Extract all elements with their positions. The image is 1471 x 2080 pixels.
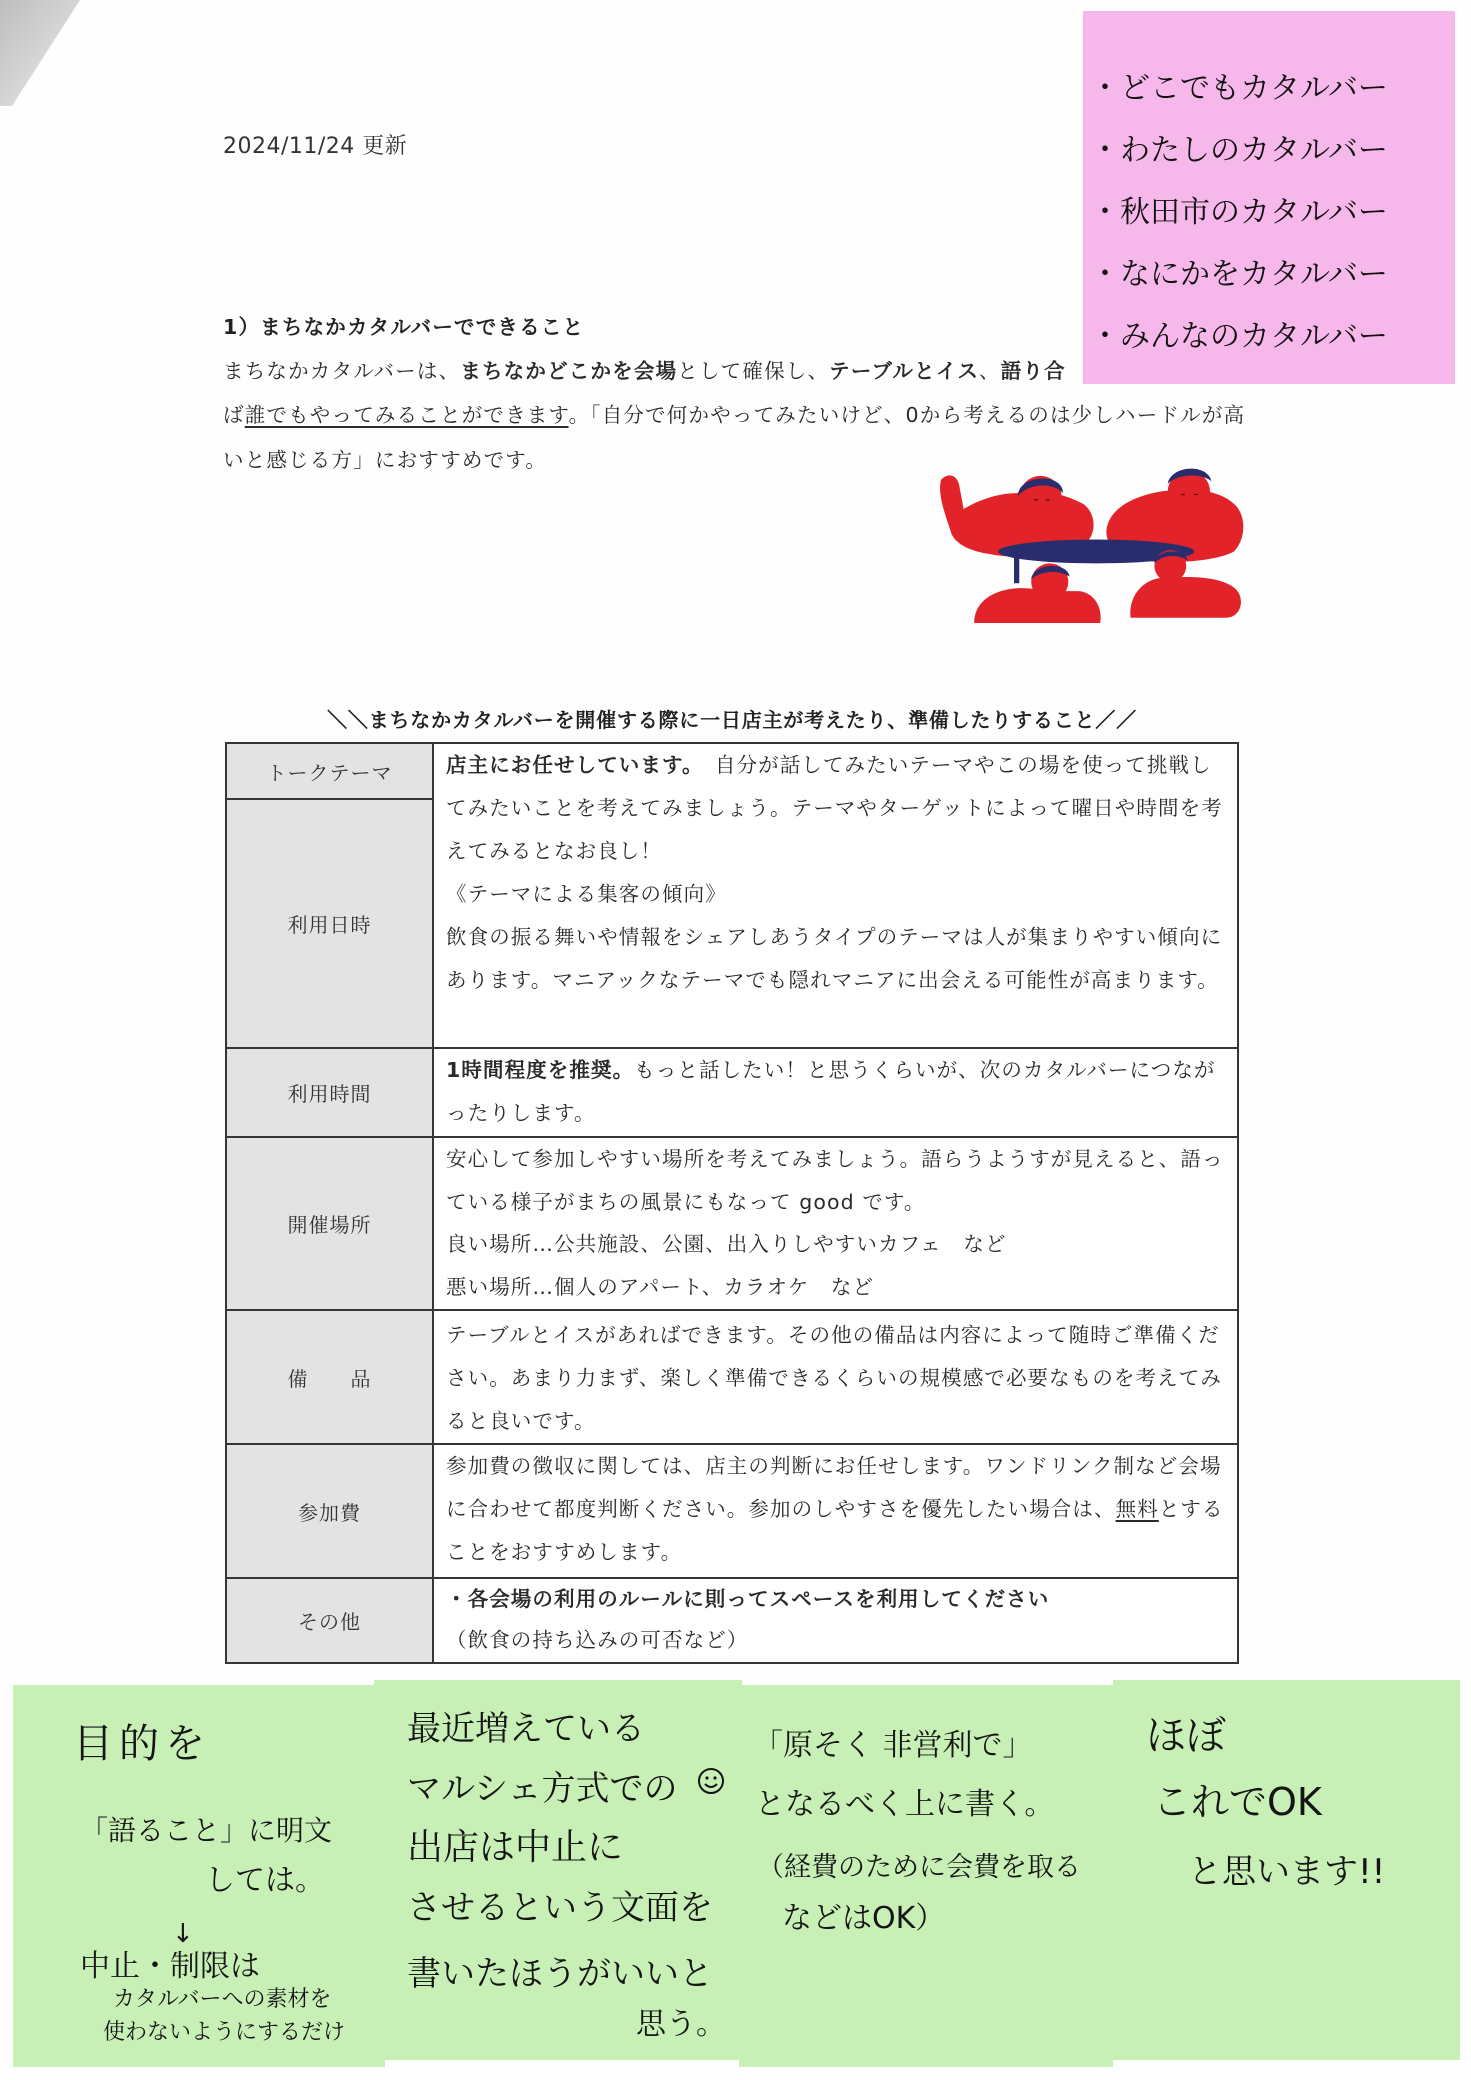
theme-text: 自分が話してみたいテーマやこの場を使って挑戦してみたいことを考えてみましょう。テーマやターゲットによって曜日や時間を考えてみるとなお良し！ <box>446 753 1223 863</box>
sticky-note-pink <box>1083 11 1455 384</box>
note-line: などはOK） <box>782 1901 946 1936</box>
note-line: ほぼ <box>1146 1713 1226 1759</box>
intro-line-3: いと感じる方」におすすめです。 <box>223 448 548 472</box>
sticky-note-green-3 <box>739 1685 1113 2067</box>
note-line: 書いたほうがいいと <box>407 1954 713 1994</box>
duration-paragraph <box>446 1049 1229 1135</box>
sticky-note-green-2 <box>374 1680 742 2060</box>
intro-line-2 <box>223 401 1245 429</box>
pink-note-line: ・なにかをカタルバー <box>1090 257 1388 292</box>
cell-equipment <box>434 1311 1237 1443</box>
intro-text: として確保し、 <box>677 359 830 383</box>
theme-lead: 店主にお任せしています。 <box>446 753 694 777</box>
cell-fee <box>434 1445 1237 1577</box>
label-usage-duration: 利用時間 <box>227 1049 432 1136</box>
label-talk-theme: トークテーマ <box>227 744 432 798</box>
pink-note-line: ・みんなのカタルバー <box>1090 319 1388 354</box>
intro-emphasis-venue: まちなかどこかを会場 <box>460 359 678 383</box>
fee-text-end: とすることをおすすめします。 <box>446 1497 1224 1564</box>
update-date: 2024/11/24 更新 <box>223 134 408 159</box>
note-line: させるという文面を <box>407 1888 713 1928</box>
note-line: 目的を <box>73 1721 211 1767</box>
info-table <box>225 742 1239 1664</box>
other-rule <box>446 1579 1229 1620</box>
cell-talk-theme <box>434 744 1237 1047</box>
pink-note-line: ・わたしのカタルバー <box>1090 133 1388 168</box>
seated-figure-front-left <box>974 563 1100 623</box>
label-equipment: 備 品 <box>227 1311 432 1443</box>
other-rule-text: ・各会場の利用のルールに則ってスペースを利用してください <box>446 1587 1050 1611</box>
fee-text: 参加費の徴収に関しては、店主の判断にお任せします。ワンドリンク制など会場に合わせて都度判断ください。参加のしやすさを優先したい場合は、 <box>446 1454 1222 1521</box>
pink-note-line: ・どこでもカタルバー <box>1090 71 1388 106</box>
note-line: 出店は中止に <box>407 1827 624 1868</box>
note-line: 最近増えている <box>407 1709 645 1749</box>
note-line: 使わないようにするだけ <box>103 2020 346 2045</box>
intro-text: ば <box>223 403 245 427</box>
page-corner-fold <box>0 0 90 110</box>
smiley-face-icon <box>696 1766 726 1796</box>
label-other: その他 <box>227 1579 432 1662</box>
intro-underlined-text: 誰でもやってみることができます <box>244 403 569 427</box>
intro-emphasis-table-chairs: テーブルとイス <box>829 359 980 383</box>
label-usage-date: 利用日時 <box>227 800 432 1047</box>
section-heading: 1）まちなかカタルバーでできること <box>223 315 585 339</box>
note-line: と思います!! <box>1188 1852 1386 1892</box>
note-line: マルシェ方式での <box>407 1769 678 1809</box>
cell-other <box>434 1579 1237 1662</box>
note-line: しては。 <box>205 1863 325 1898</box>
equipment-text: テーブルとイスがあればできます。その他の備品は内容によって随時ご準備ください。あまり力まず、楽しく準備できるくらいの規模感で必要なものを考えてみると良いです。 <box>446 1323 1222 1433</box>
intro-emphasis-talk: 語り合 <box>1000 359 1066 383</box>
fee-free-underlined: 無料 <box>1115 1497 1159 1521</box>
people-around-table-illustration <box>937 464 1246 623</box>
theme-paragraph <box>446 744 1229 873</box>
intro-text: 、 <box>979 359 1001 383</box>
sticky-note-green-1 <box>13 1685 385 2067</box>
note-line: カタルバーへの素材を <box>113 1987 332 2012</box>
theme-tendency: 飲食の振る舞いや情報をシェアしあうタイプのテーマは人が集まりやすい傾向にあります。マニアックなテーマでも隠れマニアに出会える可能性が高まります。 <box>446 925 1223 992</box>
note-line: これでOK <box>1153 1780 1322 1824</box>
label-venue: 開催場所 <box>227 1138 432 1309</box>
fee-paragraph <box>446 1445 1229 1574</box>
cell-duration <box>434 1049 1237 1136</box>
note-line: 「語ること」に明文 <box>80 1814 333 1847</box>
table-title: ＼＼まちなかカタルバーを開催する際に一日店主が考えたり、準備したりすること／／ <box>327 708 1137 732</box>
label-fee: 参加費 <box>227 1445 432 1577</box>
venue-text: 安心して参加しやすい場所を考えてみましょう。語らうようすが見えると、語っている様子がまちの風景にもなって good です。 <box>446 1147 1224 1214</box>
sticky-note-green-4 <box>1113 1680 1460 2060</box>
arrow-down-icon: ↓ <box>172 1919 194 1949</box>
venue-bad-examples: 悪い場所…個人のアパート、カラオケ など <box>446 1274 875 1299</box>
note-line: （経費のために会費を取る <box>757 1852 1081 1883</box>
intro-line-1 <box>223 357 1066 385</box>
cell-venue <box>434 1138 1237 1309</box>
note-line: となるべく上に書く。 <box>755 1787 1055 1822</box>
duration-text: もっと話したい！と思うくらいが、次のカタルバーにつながったりします。 <box>446 1058 1216 1125</box>
pink-note-line: ・秋田市のカタルバー <box>1090 195 1388 230</box>
intro-text: 。「自分で何かやってみたいけど、0から考えるのは少しハードルが高 <box>568 403 1246 427</box>
note-line: 中止・制限は <box>80 1949 260 1984</box>
duration-lead: 1時間程度を推奨。 <box>446 1058 635 1082</box>
note-line: 思う。 <box>636 2007 726 2042</box>
theme-subheading: 《テーマによる集客の傾向》 <box>446 882 727 906</box>
venue-good-examples: 良い場所…公共施設、公園、出入りしやすいカフェ など <box>446 1232 1007 1256</box>
other-note: （飲食の持ち込みの可否など） <box>446 1628 749 1652</box>
intro-text: まちなかカタルバーは、 <box>223 359 461 383</box>
note-line: 「原そく 非営利で」 <box>753 1728 1033 1763</box>
